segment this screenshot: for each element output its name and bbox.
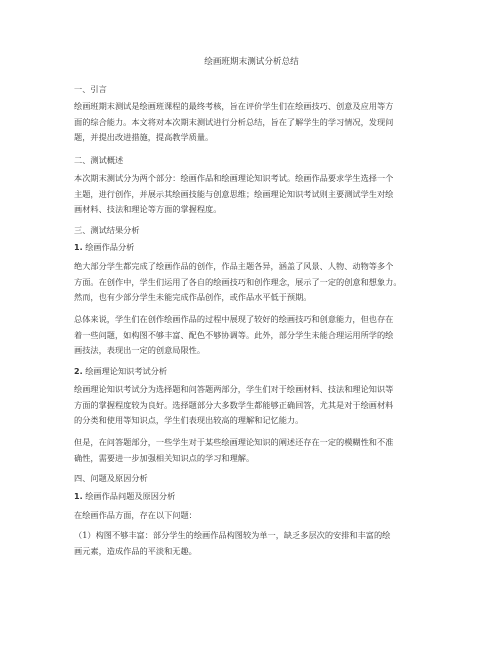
subheading-theory-analysis [74, 365, 167, 378]
text-line: 画材料、技法和理论等方面的掌握程度。 [74, 204, 222, 214]
subheading-number: 1. [74, 492, 83, 501]
text-line: 面的综合能力。本文将对本次期末测试进行分析总结，旨在了解学生的学习情况，发现问 [74, 116, 394, 127]
paragraph-problems-intro [74, 508, 430, 524]
subheading-artwork-problems [74, 490, 175, 503]
subheading-label: 绘画作品分析 [82, 242, 135, 252]
paragraph-artwork-2 [74, 312, 430, 359]
text-line: 的分类和使用等知识点，学生们表现出较高的理解和记忆能力。 [74, 415, 304, 425]
text-line: 本次期末测试分为两个部分：绘画作品和绘画理论知识考试。绘画作品要求学生选择一个 [74, 173, 394, 183]
text-line: 着一些问题，如构图不够丰富、配色不够协调等。此外，部分学生未能合理运用所学的绘 [74, 329, 394, 340]
paragraph-overview [74, 171, 430, 218]
text-line: 然而，也有少部分学生未能完成作品创作，或作品水平低于预期。 [74, 292, 312, 302]
text-line: 主题，进行创作，并展示其绘画技能与创意思维；绘画理论知识考试则主要测试学生对绘 [74, 188, 394, 199]
paragraph-theory-1 [74, 382, 430, 429]
text-line: （1）构图不够丰富：部分学生的绘画作品构图较为单一，缺乏多层次的安排和丰富的绘 [74, 530, 391, 540]
text-line: 但是，在问答题部分，一些学生对于某些绘画理论知识的阐述还存在一定的模糊性和不准 [74, 437, 394, 447]
text-line: 方面的掌握程度较为良好。选择题部分大多数学生都能够正确回答，尤其是对于绘画材料 [74, 399, 394, 410]
text-line: 方面。在创作中，学生们运用了各自的绘画技巧和创作理念，展示了一定的创意和想象力。 [74, 276, 402, 287]
subheading-label: 绘画理论知识考试分析 [82, 366, 168, 376]
text-line: 绘画班期末测试是绘画班课程的最终考核，旨在评价学生们在绘画技巧、创意及应用等方 [74, 101, 394, 111]
subheading-number: 1. [74, 243, 83, 252]
text-line: 题，并提出改进措施，提高教学质量。 [74, 132, 214, 142]
paragraph-intro [74, 99, 430, 146]
subheading-artwork-analysis [74, 241, 134, 254]
text-line: 绝大部分学生都完成了绘画作品的创作，作品主题各异，涵盖了风景、人物、动物等多个 [74, 261, 394, 271]
text-line: 总体来说，学生们在创作绘画作品的过程中展现了较好的绘画技巧和创意能力，但也存在 [74, 314, 394, 324]
text-line: 绘画理论知识考试分为选择题和问答题两部分，学生们对于绘画材料、技法和理论知识等 [74, 384, 394, 394]
section-heading-results: 三、测试结果分析 [74, 225, 140, 235]
section-heading-overview: 二、测试概述 [74, 155, 124, 165]
paragraph-artwork-1 [74, 259, 430, 306]
subheading-number: 2. [74, 367, 83, 376]
text-line: 画技法，表现出一定的创意局限性。 [74, 345, 206, 355]
paragraph-theory-2 [74, 435, 430, 466]
subheading-label: 绘画作品问题及原因分析 [82, 491, 176, 501]
text-line: 画元素，造成作品的平淡和无趣。 [74, 545, 197, 556]
section-heading-problems: 四、问题及原因分析 [74, 473, 148, 483]
section-heading-intro: 一、引言 [74, 84, 107, 94]
text-line: 确性，需要进一步加强相关知识点的学习和理解。 [74, 452, 255, 463]
text-line: 在绘画作品方面，存在以下问题： [74, 510, 197, 520]
paragraph-problems-1 [74, 528, 430, 559]
document-title: 绘画班期末测试分析总结 [204, 57, 299, 67]
